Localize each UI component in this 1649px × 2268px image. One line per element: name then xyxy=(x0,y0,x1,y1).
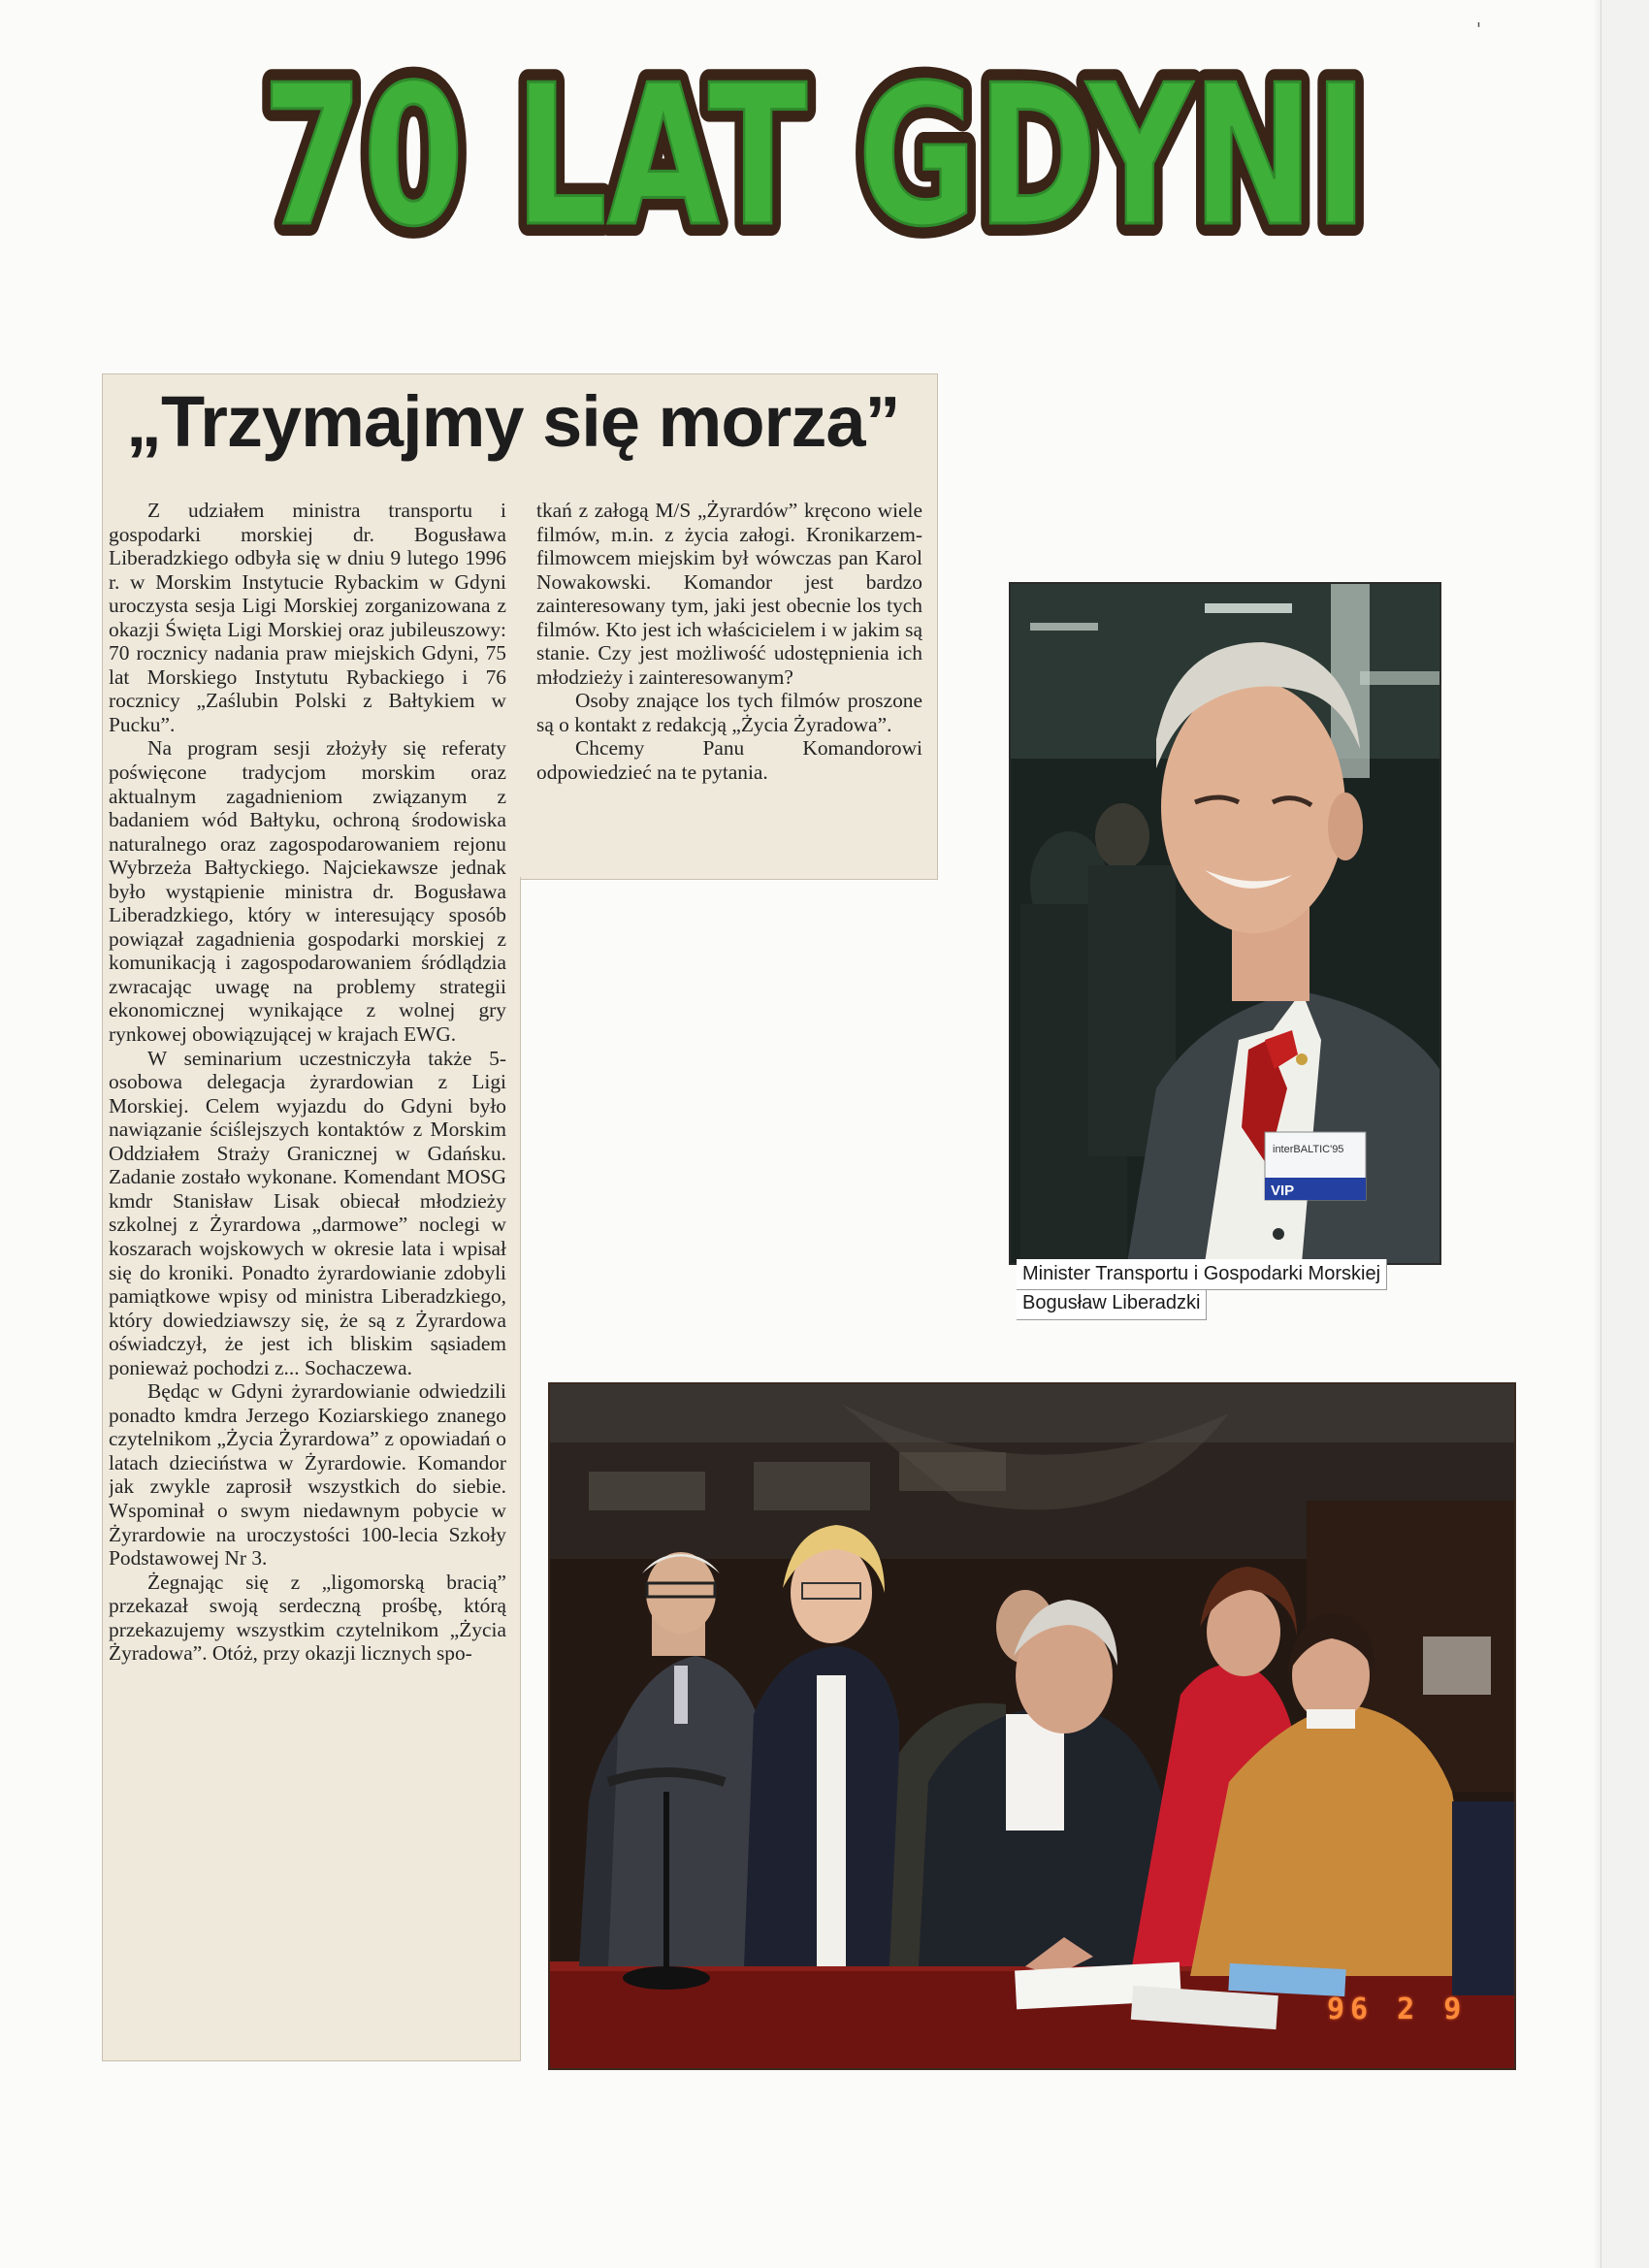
photo-date-stamp: 96 2 9 xyxy=(1327,1993,1468,2026)
article-paragraph: Żegnając się z „ligomorską bracią” przekazał swoją serdeczną prośbę, którą przekazujemy wszystkim czytelnikom „Życia Żyradowa”. Otóż, przy okazji licznych spo- xyxy=(109,1570,506,1666)
signing-photo xyxy=(548,1382,1516,2070)
article-title: „Trzymajmy się morza” xyxy=(126,381,900,462)
article-column-right xyxy=(536,499,922,867)
article-paragraph: tkań z załogą M/S „Żyrardów” kręcono wiele filmów, m.in. z życia załogi. Kronikarzem-filmowcem miejskim był wówczas pan Karol Nowakowski. Komandor jest bardzo zainteresowany tym, jaki jest obecnie los tych filmów. Kto jest ich właścicielem i w jakim są stanie. Czy jest możliwość udostępnienia ich młodzieży i zainteresowanym? xyxy=(536,499,922,689)
article-paragraph: Osoby znające los tych filmów proszone są o kontakt z redakcją „Życia Żyradowa”. xyxy=(536,689,922,736)
scrapbook-heading xyxy=(252,49,1377,262)
page-edge xyxy=(1600,0,1649,2268)
badge-event-text: interBALTIC'95 xyxy=(1273,1144,1344,1155)
article-paragraph: Będąc w Gdyni żyrardowianie odwiedzili ponadto kmdra Jerzego Koziarskiego znanego czytelnikom „Życia Żyrardowa” z opowiadań o latach dzieciństwa w Żyrardowie. Komandor jak zwykle zaprosił wszystkich do siebie. Wspominał o swym niedawnym pobycie w Żyrardowie na uroczystości 100-lecia Szkoły Podstawowej Nr 3. xyxy=(109,1379,506,1571)
article-column-left xyxy=(109,499,506,2049)
article-paragraph: Z udziałem ministra transportu i gospodarki morskiej dr. Bogusława Liberadzkiego odbyła się w dniu 9 lutego 1996 r. w Morskim Instytucie Rybackim w Gdyni uroczysta sesja Ligi Morskiej zorganizowana z okazji Święta Ligi Morskiej oraz jubileuszowy: 70 rocznicy nadania praw miejskich Gdyni, 75 lat Morskiego Instytutu Rybackiego i 76 rocznicy „Zaślubin Polski z Bałtykiem w Pucku”. xyxy=(109,499,506,736)
caption-line: Bogusław Liberadzki xyxy=(1017,1290,1207,1320)
article-paragraph: Na program sesji złożyły się referaty poświęcone tradycjom morskim oraz aktualnym zagadnieniom związanym z badaniem wód Bałtyku, ochroną środowiska naturalnego oraz zagospodarowaniem rejonu Wybrzeża Bałtyckiego. Najciekawsze jednak było wystąpienie ministra dr. Bogusława Liberadzkiego, który w interesujący sposób powiązał zagadnienia gospodarki morskiej z komunikacją i zagospodarowaniem śródlądzia zwracając uwagę na problemy strategii ekonomicznej wynikające z wolnej gry rynkowej obowiązującej w krajach EWG. xyxy=(109,736,506,1047)
scrapbook-heading-outline: 70 LAT GDYNI xyxy=(262,49,1368,262)
corner-mark: ' xyxy=(1476,19,1481,40)
badge-vip-text: VIP xyxy=(1271,1183,1295,1199)
portrait-caption xyxy=(1017,1259,1416,1320)
scrapbook-heading-text: 70 LAT GDYNI xyxy=(262,49,1368,262)
portrait-photo xyxy=(1009,582,1441,1265)
caption-line: Minister Transportu i Gospodarki Morskiej xyxy=(1017,1259,1387,1290)
article-paragraph: W seminarium uczestniczyła także 5-osobowa delegacja żyrardowian z Ligi Morskiej. Celem wyjazdu do Gdyni było nawiązanie ściślejszych kontaktów z Morskim Oddziałem Straży Granicznej w Gdańsku. Zadanie zostało wykonane. Komendant MOSG kmdr Stanisław Lisak obiecał młodzieży szkolnej z Żyrardowa „darmowe” noclegi w koszarach wojskowych w okresie lata i wpisał się do kroniki. Ponadto żyrardowianie zdobyli pamiątkowe wpisy od ministra Liberadzkiego, który dowiedziawszy się, że są z Żyrardowa oświadczył, że jest ich bliskim sąsiadem ponieważ pochodzi z... Sochaczewa. xyxy=(109,1046,506,1379)
article-paragraph: Chcemy Panu Komandorowi odpowiedzieć na te pytania. xyxy=(536,736,922,785)
